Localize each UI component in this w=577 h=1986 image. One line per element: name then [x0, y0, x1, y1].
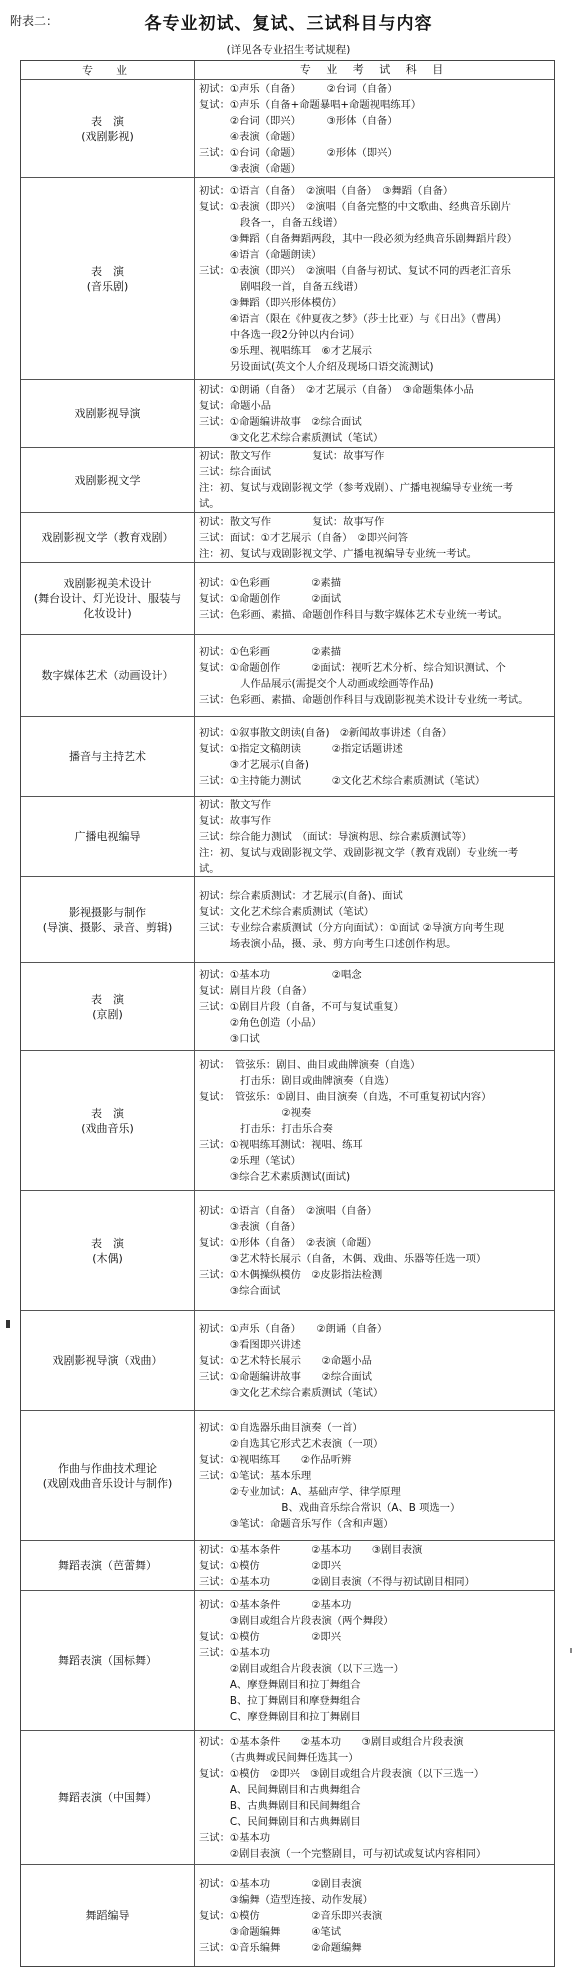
major-name-line: (戏剧影视): [81, 129, 134, 143]
subjects-cell: [195, 963, 554, 1050]
subject-line: 复试：文化艺术综合素质测试（笔试）: [199, 905, 375, 918]
page-subtitle: (详见各专业招生考试规程): [226, 44, 351, 56]
table-row: [21, 877, 554, 963]
subject-line: 注：初、复试与戏剧影视文学（参考戏剧）、广播电视编导专业统一考: [199, 482, 514, 494]
subject-line: B、拉丁舞剧目和摩登舞组合: [199, 1694, 361, 1707]
major-cell: [21, 963, 195, 1050]
major-name-line: 播音与主持艺术: [69, 750, 146, 763]
table-row: [21, 563, 554, 635]
subject-line: 复试：①表演（即兴） ②演唱（自备完整的中文歌曲、经典音乐剧片: [199, 200, 511, 213]
subject-line: 三试：①音乐编舞 ②命题编舞: [199, 1941, 362, 1954]
major-cell: [21, 1591, 195, 1730]
subject-line: 三试：①笔试：基本乐理: [199, 1469, 312, 1482]
subject-line: ③看图即兴讲述: [199, 1338, 301, 1351]
subjects-cell: [195, 797, 554, 876]
subject-line: ③舞蹈（即兴形体模仿）: [199, 296, 343, 309]
subject-line: 复试：①命题创作 ②面试: [199, 592, 342, 605]
subject-line: 剧唱段一首，自备五线谱）: [199, 280, 364, 293]
subject-line: （古典舞或民间舞任选其一）: [199, 1751, 359, 1764]
subject-line: 初试：①基本条件 ②基本功: [199, 1598, 352, 1611]
subject-line: 三试：①基本功: [199, 1831, 271, 1844]
subject-line: 复试：①声乐（自备+命题暴唱+命题视唱练耳）: [199, 98, 422, 111]
major-cell: [21, 1731, 195, 1864]
table-row: [21, 635, 554, 717]
subject-line: 初试：①朗诵（自备） ②才艺展示（自备） ③命题集体小品: [199, 383, 474, 396]
subject-line: 复试：①视唱练耳 ②作品听辨: [199, 1453, 352, 1466]
subject-line: 试。: [199, 498, 220, 510]
subject-line: 另设面试(英文个人介绍及现场口语交流测试): [199, 360, 434, 373]
major-cell: [21, 1865, 195, 1966]
subject-line: 中各选一段2分钟以内台词）: [199, 328, 361, 341]
subject-line: 复试：①模仿 ②即兴 ③剧目或组合片段表演（以下三选一）: [199, 1767, 485, 1780]
subject-line: 复试：①模仿 ②音乐即兴表演: [199, 1909, 383, 1922]
subject-line: ③剧目或组合片段表演（两个舞段）: [199, 1614, 394, 1627]
major-cell: [21, 1411, 195, 1540]
subject-line: ③命题编舞 ④笔试: [199, 1925, 342, 1938]
subjects-cell: [195, 1411, 554, 1540]
subjects-cell: [195, 1051, 554, 1190]
subjects-cell: [195, 448, 554, 512]
table-header-row: [21, 61, 554, 80]
table-row: [21, 1411, 554, 1541]
major-cell: [21, 80, 195, 177]
subject-line: 三试：专业综合素质测试（分方向面试）：①面试 ②导演方向考生现: [199, 921, 504, 934]
subject-line: ③表演（自备）: [199, 1220, 301, 1233]
major-name-line: 戏剧影视导演: [74, 407, 141, 420]
table-row: [21, 1191, 554, 1311]
major-name-line: 表 演: [91, 992, 124, 1006]
subject-line: 初试：散文写作 复试：故事写作: [199, 515, 385, 528]
subject-line: 复试：①命题创作 ②面试：视听艺术分析、综合知识测试、个: [199, 661, 506, 674]
subject-line: 初试：①基本功 ②剧目表演: [199, 1877, 362, 1890]
subject-line: 复试：命题小品: [199, 399, 272, 412]
major-name-line: 舞蹈编导: [85, 1909, 130, 1922]
subject-line: ②剧目或组合片段表演（以下三选一）: [199, 1662, 404, 1675]
major-name-line: 表 演: [91, 1106, 124, 1120]
major-name-line: (舞台设计、灯光设计、服装与: [33, 592, 182, 605]
major-cell: [21, 380, 195, 447]
subject-line: 注：初、复试与戏剧影视文学、戏剧影视文学（教育戏剧）专业统一考: [199, 846, 519, 859]
major-cell: [21, 1541, 195, 1590]
subject-line: 初试：散文写作: [199, 798, 272, 811]
major-name-line: 化妆设计): [83, 607, 132, 620]
subjects-cell: [195, 1591, 554, 1730]
major-cell: [21, 717, 195, 796]
subject-line: 初试：①色彩画 ②素描: [199, 645, 342, 658]
major-cell: [21, 1311, 195, 1410]
major-name-line: 戏剧影视导演（戏曲）: [52, 1354, 163, 1367]
subject-line: 复试：①指定文稿朗读 ②指定话题讲述: [199, 742, 403, 755]
major-name-line: 戏剧影视文学: [74, 473, 141, 487]
subject-line: ④表演（命题）: [199, 130, 301, 143]
subject-line: 三试：①基本功: [199, 1646, 271, 1659]
major-cell: [21, 635, 195, 716]
subject-line: 三试：色彩画、素描、命题创作科目与数字媒体艺术专业统一考试。: [199, 608, 508, 621]
subject-line: 三试：综合能力测试 （面试：导演构思、综合素质测试等）: [199, 830, 472, 843]
subject-line: 三试：①主持能力测试 ②文化艺术综合素质测试（笔试）: [199, 774, 486, 787]
subjects-cell: [195, 1191, 554, 1310]
major-name-line: (京剧): [92, 1007, 123, 1021]
subject-line: 三试：①台词（命题） ②形体（即兴）: [199, 146, 398, 159]
subject-line: 三试：面试：①才艺展示（自备） ②即兴问答: [199, 531, 408, 544]
subject-line: 复试：故事写作: [199, 814, 272, 827]
table-row: [21, 1591, 554, 1731]
table-row: [21, 1731, 554, 1865]
major-name-line: 表 演: [91, 264, 124, 278]
major-name-line: 表 演: [91, 1236, 124, 1250]
major-cell: [21, 563, 195, 634]
subject-line: ③综合艺术素质测试(面试): [199, 1170, 351, 1183]
subjects-cell: [195, 80, 554, 177]
major-name-line: (木偶): [92, 1251, 123, 1265]
subject-line: ②台词（即兴） ③形体（自备）: [199, 114, 398, 127]
subject-line: ②专业加试：A、基础声学、律学原理: [199, 1485, 401, 1498]
subject-line: 段各一，自备五线谱）: [199, 216, 344, 229]
major-name-line: (导演、摄影、录音、剪辑): [42, 920, 173, 934]
subject-line: 三试：①命题编讲故事 ②综合面试: [199, 415, 362, 428]
subject-line: A、摩登舞剧目和拉丁舞组合: [199, 1678, 361, 1691]
subjects-cell: [195, 380, 554, 447]
subjects-cell: [195, 178, 554, 379]
subject-line: B、戏曲音乐综合常识（A、B 项选一）: [199, 1501, 461, 1514]
subject-line: ④语言（限在《仲夏夜之梦》（莎士比亚）与《日出》（曹禺）: [199, 312, 507, 325]
major-name-line: 舞蹈表演（芭蕾舞）: [58, 1559, 157, 1572]
table-row: [21, 513, 554, 563]
subject-line: 打击乐：剧目或曲牌演奏（自选）: [199, 1074, 395, 1087]
subject-line: 复试： 管弦乐：①剧目、曲目演奏（自选，不可重复初试内容）: [199, 1090, 492, 1103]
major-cell: [21, 1191, 195, 1310]
table-row: [21, 1541, 554, 1591]
major-cell: [21, 448, 195, 512]
subject-line: 初试：①自选器乐曲目演奏（一首）: [199, 1421, 363, 1434]
major-name-line: (音乐剧): [86, 279, 129, 293]
subject-line: 初试：综合素质测试：才艺展示(自备)、面试: [199, 889, 403, 902]
major-name-line: (戏曲音乐): [81, 1121, 134, 1135]
table-row: [21, 178, 554, 380]
subject-line: 初试：①基本功 ②唱念: [199, 968, 362, 981]
subject-line: 初试： 管弦乐：剧目、曲目或曲牌演奏（自选）: [199, 1058, 421, 1071]
subject-line: ②剧目表演（一个完整剧目，可与初试或复试内容相同）: [199, 1847, 487, 1860]
exam-subjects-table: [20, 60, 555, 1967]
subject-line: ②乐理（笔试）: [199, 1154, 301, 1167]
subject-line: 初试：①语言（自备） ②演唱（自备）: [199, 1204, 378, 1217]
subject-line: 复试：①艺术特长展示 ②命题小品: [199, 1354, 372, 1367]
subject-line: ③笔试：命题音乐写作（含和声题）: [199, 1517, 394, 1530]
subject-line: 三试：①表演（即兴） ②演唱（自备与初试、复试不同的西老汇音乐: [199, 264, 511, 277]
subject-line: 复试：①形体（自备） ②表演（命题）: [199, 1236, 378, 1249]
table-row: [21, 963, 554, 1051]
subject-line: 初试：散文写作 复试：故事写作: [199, 450, 385, 462]
table-row: [21, 448, 554, 513]
subject-line: ③艺术特长展示（自备，木偶、戏曲、乐器等任选一项）: [199, 1252, 487, 1265]
major-cell: [21, 797, 195, 876]
subject-line: ⑤乐理、视唱练耳 ⑥才艺展示: [199, 344, 372, 357]
subjects-cell: [195, 1865, 554, 1966]
subject-line: C、摩登舞剧目和拉丁舞剧目: [199, 1710, 361, 1723]
subject-line: 三试：①视唱练耳测试：视唱、练耳: [199, 1138, 363, 1151]
subject-line: B、古典舞剧目和民间舞组合: [199, 1799, 361, 1812]
subjects-cell: [195, 877, 554, 962]
subject-line: ③文化艺术综合素质测试（笔试）: [199, 431, 384, 444]
subjects-cell: [195, 1311, 554, 1410]
subject-line: 打击乐：打击乐合奏: [199, 1122, 333, 1135]
subject-line: ③表演（命题）: [199, 162, 301, 175]
subject-line: 初试：①色彩画 ②素描: [199, 576, 342, 589]
header-subjects: 专 业 考 试 科 目: [299, 63, 450, 76]
subject-line: 人作品展示(需提交个人动画或绘画等作品): [199, 677, 434, 690]
annex-label: 附表二：: [10, 14, 59, 28]
subject-line: ②视奏: [199, 1106, 312, 1119]
subject-line: 复试：①模仿 ②即兴: [199, 1559, 342, 1572]
page-edge-mark-right: [570, 1648, 572, 1653]
subject-line: ④语言（命题朗读）: [199, 248, 322, 261]
table-row: [21, 797, 554, 877]
subject-line: 三试：色彩画、素描、命题创作科目与戏剧影视美术设计专业统一考试。: [199, 693, 529, 706]
subject-line: 初试：①基本条件 ②基本功 ③剧目表演: [199, 1543, 423, 1556]
major-cell: [21, 1051, 195, 1190]
subjects-cell: [195, 717, 554, 796]
subject-line: 初试：①语言（自备） ②演唱（自备） ③舞蹈（自备）: [199, 184, 454, 197]
subject-line: 复试：剧目片段（自备）: [199, 984, 313, 997]
major-cell: [21, 877, 195, 962]
table-row: [21, 717, 554, 797]
page-edge-mark: [6, 1320, 10, 1328]
subject-line: ③口试: [199, 1032, 260, 1045]
major-name-line: 数字媒体艺术（动画设计）: [41, 669, 174, 682]
header-major: 专 业: [21, 61, 195, 79]
major-name-line: 戏剧影视文学（教育戏剧）: [41, 531, 174, 544]
subject-line: 初试：①声乐（自备） ②台词（自备）: [199, 82, 398, 95]
subject-line: 初试：①声乐（自备） ②朗诵（自备）: [199, 1322, 388, 1335]
subjects-cell: [195, 635, 554, 716]
major-cell: [21, 178, 195, 379]
subject-line: 三试：①命题编讲故事 ②综合面试: [199, 1370, 372, 1383]
subjects-cell: [195, 513, 554, 562]
table-row: [21, 1051, 554, 1191]
subject-line: 三试：综合面试: [199, 466, 272, 478]
table-row: [21, 80, 554, 178]
major-name-line: 广播电视编导: [74, 830, 141, 843]
subjects-cell: [195, 1541, 554, 1590]
subject-line: ③编舞（造型连接、动作发展）: [199, 1893, 373, 1906]
subject-line: ③文化艺术综合素质测试（笔试）: [199, 1386, 384, 1399]
subject-line: 试。: [199, 862, 220, 875]
subject-line: 复试：①模仿 ②即兴: [199, 1630, 342, 1643]
subject-line: 场表演小品，摄、录、剪方向考生口述创作构思。: [199, 937, 457, 950]
major-name-line: 戏剧影视美术设计: [63, 577, 152, 590]
subject-line: 三试：①基本功 ②剧目表演（不得与初试剧目相同）: [199, 1575, 475, 1588]
subject-line: ③综合面试: [199, 1284, 281, 1297]
subject-line: ②自选其它形式艺术表演（一项）: [199, 1437, 384, 1450]
subject-line: ②角色创造（小品）: [199, 1016, 322, 1029]
subject-line: 初试：①叙事散文朗读(自备) ②新闻故事讲述（自备）: [199, 726, 453, 739]
subject-line: ③舞蹈（自备舞蹈两段，其中一段必须为经典音乐剧舞蹈片段）: [199, 232, 518, 245]
subject-line: A、民间舞剧目和古典舞组合: [199, 1783, 361, 1796]
subject-line: 三试：①木偶操纵模仿 ②皮影指法检测: [199, 1268, 383, 1281]
subjects-cell: [195, 1731, 554, 1864]
major-name-line: 舞蹈表演（国标舞）: [58, 1654, 157, 1667]
subject-line: ③才艺展示(自备): [199, 758, 309, 771]
page-title: 各专业初试、复试、三试科目与内容: [144, 14, 433, 34]
subject-line: 初试：①基本条件 ②基本功 ③剧目或组合片段表演: [199, 1735, 464, 1748]
table-row: [21, 380, 554, 448]
major-name-line: 表 演: [91, 114, 124, 128]
major-name-line: 舞蹈表演（中国舞）: [58, 1791, 157, 1804]
subject-line: 注：初、复试与戏剧影视文学、广播电视编导专业统一考试。: [199, 547, 478, 560]
subject-line: C、民间舞剧目和古典舞剧目: [199, 1815, 361, 1828]
subjects-cell: [195, 563, 554, 634]
table-row: [21, 1311, 554, 1411]
major-name-line: 作曲与作曲技术理论: [58, 1461, 157, 1475]
subject-line: 三试：①剧目片段（自备，不可与复试重复）: [199, 1000, 404, 1013]
table-row: [21, 1865, 554, 1966]
major-cell: [21, 513, 195, 562]
major-name-line: (戏剧戏曲音乐设计与制作): [42, 1476, 173, 1490]
major-name-line: 影视摄影与制作: [69, 905, 146, 919]
